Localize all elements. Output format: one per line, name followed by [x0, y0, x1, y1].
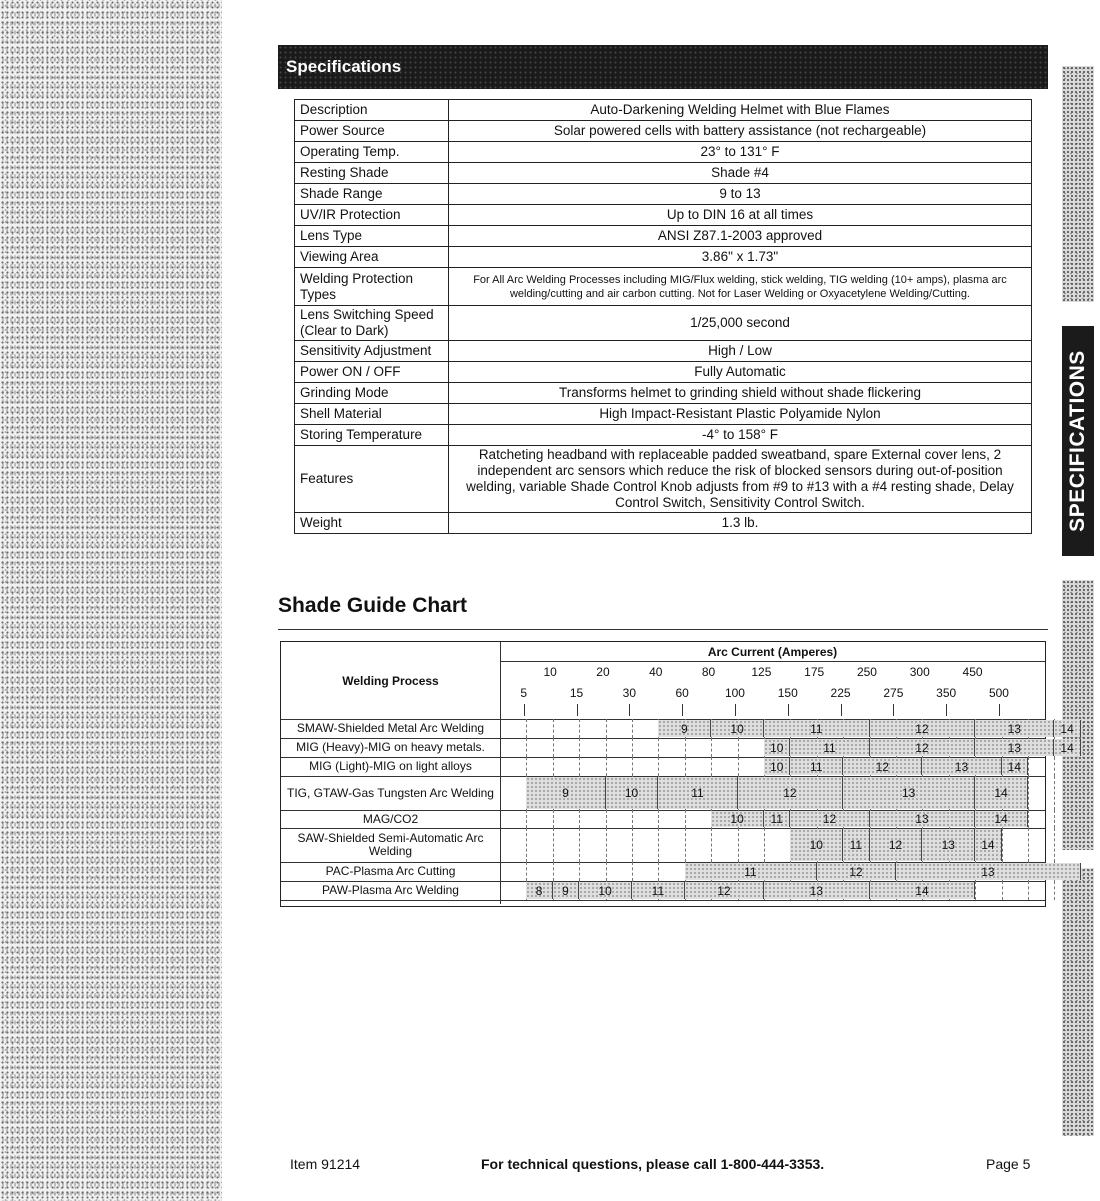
tick-label-lower: 225: [830, 686, 851, 700]
shade-band: 10: [790, 829, 843, 861]
spec-label: Weight: [295, 513, 449, 534]
shade-band: 12: [738, 777, 844, 809]
shade-band: 13: [764, 882, 870, 899]
spec-value: Up to DIN 16 at all times: [449, 205, 1032, 226]
spec-row: [295, 383, 1032, 404]
spec-value: For All Arc Welding Processes including MIG/Flux welding, stick welding, TIG welding (10+ amps), plasma arc welding/cutting and air carbon cutting. Not for Laser Welding or Oxyacetylene Welding/Cutting.: [449, 268, 1032, 306]
grid-dash: [1002, 828, 1003, 862]
grid-dash: [579, 810, 580, 828]
spec-row: [295, 446, 1032, 513]
shade-band: 10: [711, 811, 764, 827]
shade-band: 11: [764, 811, 790, 827]
shade-chart-rule: [278, 629, 1048, 630]
process-column-divider: [500, 642, 501, 904]
spec-label: Operating Temp.: [295, 142, 449, 163]
grid-dash: [526, 810, 527, 828]
grid-dash: [1028, 881, 1029, 900]
welding-process-label: SMAW-Shielded Metal Arc Welding: [296, 721, 485, 735]
side-strip-middle: [1062, 580, 1094, 850]
welding-process-label: SAW-Shielded Semi-Automatic Arc Welding: [297, 831, 484, 858]
grid-dash: [1054, 757, 1055, 776]
welding-process-label: PAC-Plasma Arc Cutting: [325, 864, 456, 878]
spec-label: Lens Switching Speed (Clear to Dark): [295, 306, 449, 341]
shade-band: 13: [896, 863, 1081, 880]
shade-band: 11: [685, 863, 817, 880]
grid-dash: [1028, 757, 1029, 776]
shade-band: 12: [843, 758, 922, 775]
grid-dash: [553, 719, 554, 738]
spec-value: 1/25,000 second: [449, 306, 1032, 341]
shade-band: 10: [579, 882, 632, 899]
spec-value: 23° to 131° F: [449, 142, 1032, 163]
section-title: Specifications: [286, 57, 402, 76]
grid-dash: [579, 757, 580, 776]
grid-dash: [1054, 810, 1055, 828]
grid-dash: [1054, 881, 1055, 900]
tick-mark: [946, 704, 947, 716]
grid-dash: [526, 738, 527, 757]
tick-mark: [735, 704, 736, 716]
side-tab-specifications: [1062, 326, 1094, 556]
tick-label-lower: 5: [520, 686, 528, 700]
shade-band: 13: [870, 811, 976, 827]
shade-band: 14: [1054, 739, 1080, 756]
shade-band: 13: [922, 829, 975, 861]
spec-value: Transforms helmet to grinding shield without shade flickering: [449, 383, 1032, 404]
grid-dash: [685, 828, 686, 862]
shade-band: 14: [870, 882, 976, 899]
shade-band: 11: [632, 882, 685, 899]
shade-band: 13: [975, 739, 1054, 756]
tick-label-lower: 15: [569, 686, 584, 700]
grid-dash: [579, 828, 580, 862]
shade-band: 13: [922, 758, 1001, 775]
shade-band: 9: [526, 777, 605, 809]
tick-label-upper: 300: [909, 665, 930, 679]
grid-dash: [685, 810, 686, 828]
grid-dash: [553, 738, 554, 757]
grid-dash: [658, 828, 659, 862]
grid-dash: [579, 719, 580, 738]
welding-process-header: Welding Process: [342, 674, 439, 688]
side-strip-top: [1062, 66, 1094, 302]
spec-row: [295, 205, 1032, 226]
grid-dash: [526, 828, 527, 862]
spec-value: 1.3 lb.: [449, 513, 1032, 534]
tick-label-upper: 175: [804, 665, 825, 679]
shade-band: 12: [817, 863, 896, 880]
welding-process-label: MIG (Heavy)-MIG on heavy metals.: [296, 740, 485, 754]
tick-mark: [577, 704, 578, 716]
grid-dash: [738, 828, 739, 862]
grid-dash: [1028, 828, 1029, 862]
spec-label: Shell Material: [295, 404, 449, 425]
grid-dash: [553, 810, 554, 828]
shade-band: 11: [843, 829, 869, 861]
grid-dash: [711, 757, 712, 776]
grid-dash: [658, 757, 659, 776]
spec-row: [295, 226, 1032, 247]
grid-dash: [606, 719, 607, 738]
grid-dash: [606, 828, 607, 862]
tick-label-upper: 250: [856, 665, 877, 679]
grid-dash: [553, 828, 554, 862]
grid-dash: [738, 738, 739, 757]
shade-band: 12: [685, 882, 764, 899]
tick-label-upper: 40: [649, 665, 663, 679]
tick-label-upper: 10: [543, 665, 557, 679]
grid-dash: [711, 828, 712, 862]
spec-row: [295, 163, 1032, 184]
spec-label: Shade Range: [295, 184, 449, 205]
spec-label: Viewing Area: [295, 247, 449, 268]
tick-label-lower: 275: [883, 686, 904, 700]
shade-band: 10: [764, 758, 790, 775]
grid-dash: [738, 757, 739, 776]
grid-dash: [606, 862, 607, 881]
shade-band: 9: [658, 720, 711, 737]
tick-mark: [629, 704, 630, 716]
spec-row: [295, 184, 1032, 205]
footer-page-number: Page 5: [986, 1156, 1031, 1172]
tick-mark: [788, 704, 789, 716]
grid-dash: [1002, 881, 1003, 900]
footer-support-line: For technical questions, please call 1-800-444-3353.: [481, 1156, 825, 1172]
tick-label-lower: 30: [622, 686, 637, 700]
shade-band: 11: [764, 720, 870, 737]
spec-value: Shade #4: [449, 163, 1032, 184]
spec-row: [295, 404, 1032, 425]
header-divider: [500, 661, 1045, 662]
spec-label: Power Source: [295, 121, 449, 142]
spec-row: [295, 425, 1032, 446]
shade-band: 13: [843, 777, 975, 809]
grid-dash: [1054, 776, 1055, 810]
grid-dash: [764, 828, 765, 862]
shade-band: 14: [975, 777, 1028, 809]
side-strip-bottom: [1062, 868, 1094, 1136]
tick-label-upper: 80: [701, 665, 716, 679]
grid-dash: [526, 862, 527, 881]
grid-dash: [553, 757, 554, 776]
grid-dash: [553, 862, 554, 881]
tick-label-lower: 350: [936, 686, 957, 700]
grid-dash: [526, 757, 527, 776]
spec-label: Description: [295, 100, 449, 121]
welding-process-label: TIG, GTAW-Gas Tungsten Arc Welding: [287, 785, 494, 800]
shade-band: 12: [790, 811, 869, 827]
grid-dash: [711, 738, 712, 757]
grid-dash: [632, 738, 633, 757]
grid-dash: [606, 738, 607, 757]
spec-value: Auto-Darkening Welding Helmet with Blue Flames: [449, 100, 1032, 121]
shade-band: 11: [790, 739, 869, 756]
spec-value: High / Low: [449, 341, 1032, 362]
grid-dash: [975, 881, 976, 900]
spec-label: Features: [295, 446, 449, 513]
grid-dash: [658, 810, 659, 828]
spec-row: [295, 341, 1032, 362]
grid-dash: [526, 719, 527, 738]
shade-band: 10: [764, 739, 790, 756]
spec-value: High Impact-Resistant Plastic Polyamide Nylon: [449, 404, 1032, 425]
spec-row: [295, 100, 1032, 121]
grid-dash: [579, 738, 580, 757]
tick-mark: [893, 704, 894, 716]
grid-dash: [1054, 828, 1055, 862]
tick-label-upper: 450: [962, 665, 983, 679]
tick-label-lower: 500: [988, 686, 1009, 700]
arc-current-header: Arc Current (Amperes): [707, 645, 838, 659]
spec-value: 9 to 13: [449, 184, 1032, 205]
shade-band: 11: [658, 777, 737, 809]
spec-row: [295, 142, 1032, 163]
tick-label-upper: 125: [751, 665, 772, 679]
shade-band: 14: [975, 829, 1001, 861]
spec-value: Ratcheting headband with replaceable padded sweatband, spare External cover lens, 2 independent arc sensors which reduce the risk of blocked sensors during out-of-position welding, variable Shade Control Knob adjusts from #9 to #13 with a #4 resting shade, Delay Control Switch, Sensitivity Control Switch.: [449, 446, 1032, 513]
tick-mark: [841, 704, 842, 716]
welding-process-label: MIG (Light)-MIG on light alloys: [309, 759, 472, 773]
spec-value: Solar powered cells with battery assistance (not rechargeable): [449, 121, 1032, 142]
shade-band: 12: [870, 739, 976, 756]
spec-label: Sensitivity Adjustment: [295, 341, 449, 362]
grid-dash: [632, 828, 633, 862]
grid-dash: [606, 757, 607, 776]
spec-row: [295, 306, 1032, 341]
specifications-table: [294, 99, 1032, 534]
shade-band: 11: [790, 758, 843, 775]
section-header-bar: [278, 45, 1048, 89]
spec-label: Power ON / OFF: [295, 362, 449, 383]
grid-dash: [632, 719, 633, 738]
spec-label: Welding Protection Types: [295, 268, 449, 306]
spec-row: [295, 513, 1032, 534]
shade-band: 8: [526, 882, 552, 899]
shade-band: 14: [1002, 758, 1028, 775]
grid-dash: [658, 738, 659, 757]
shade-band: 10: [711, 720, 764, 737]
shade-band: 12: [870, 829, 923, 861]
spec-label: Grinding Mode: [295, 383, 449, 404]
grid-dash: [658, 862, 659, 881]
welding-process-label: MAG/CO2: [362, 811, 419, 826]
spec-value: Fully Automatic: [449, 362, 1032, 383]
shade-guide-chart: [280, 641, 1074, 907]
tick-mark: [999, 704, 1000, 716]
shade-band: 12: [870, 720, 976, 737]
shade-band: 9: [553, 882, 579, 899]
welding-process-label: PAW-Plasma Arc Welding: [322, 883, 459, 897]
spec-value: ANSI Z87.1-2003 approved: [449, 226, 1032, 247]
tick-label-lower: 150: [777, 686, 798, 700]
shade-band: 13: [975, 720, 1054, 737]
grid-dash: [685, 738, 686, 757]
shade-band: 10: [606, 777, 659, 809]
grid-dash: [632, 757, 633, 776]
tick-label-lower: 60: [675, 686, 689, 700]
shade-band: 14: [975, 811, 1028, 827]
spec-row: [295, 362, 1032, 383]
shade-chart-title: Shade Guide Chart: [278, 594, 468, 617]
shade-band: 14: [1054, 720, 1080, 737]
spec-row: [295, 268, 1032, 306]
spec-label: UV/IR Protection: [295, 205, 449, 226]
spec-label: Storing Temperature: [295, 425, 449, 446]
spec-label: Resting Shade: [295, 163, 449, 184]
grid-dash: [1028, 776, 1029, 810]
spec-label: Lens Type: [295, 226, 449, 247]
tick-mark: [524, 704, 525, 716]
tick-mark: [682, 704, 683, 716]
footer-item-number: Item 91214: [290, 1156, 361, 1172]
tick-label-lower: 100: [724, 686, 745, 700]
grid-dash: [579, 862, 580, 881]
spec-value: 3.86" x 1.73": [449, 247, 1032, 268]
scan-left-margin: [0, 0, 222, 1201]
grid-dash: [632, 810, 633, 828]
spec-value: -4° to 158° F: [449, 425, 1032, 446]
grid-dash: [606, 810, 607, 828]
spec-row: [295, 247, 1032, 268]
grid-dash: [632, 862, 633, 881]
grid-dash: [685, 757, 686, 776]
side-tab-label: SPECIFICATIONS: [1066, 350, 1089, 532]
tick-label-upper: 20: [596, 665, 610, 679]
row-rule: [281, 900, 1045, 901]
grid-dash: [1028, 810, 1029, 828]
spec-row: [295, 121, 1032, 142]
